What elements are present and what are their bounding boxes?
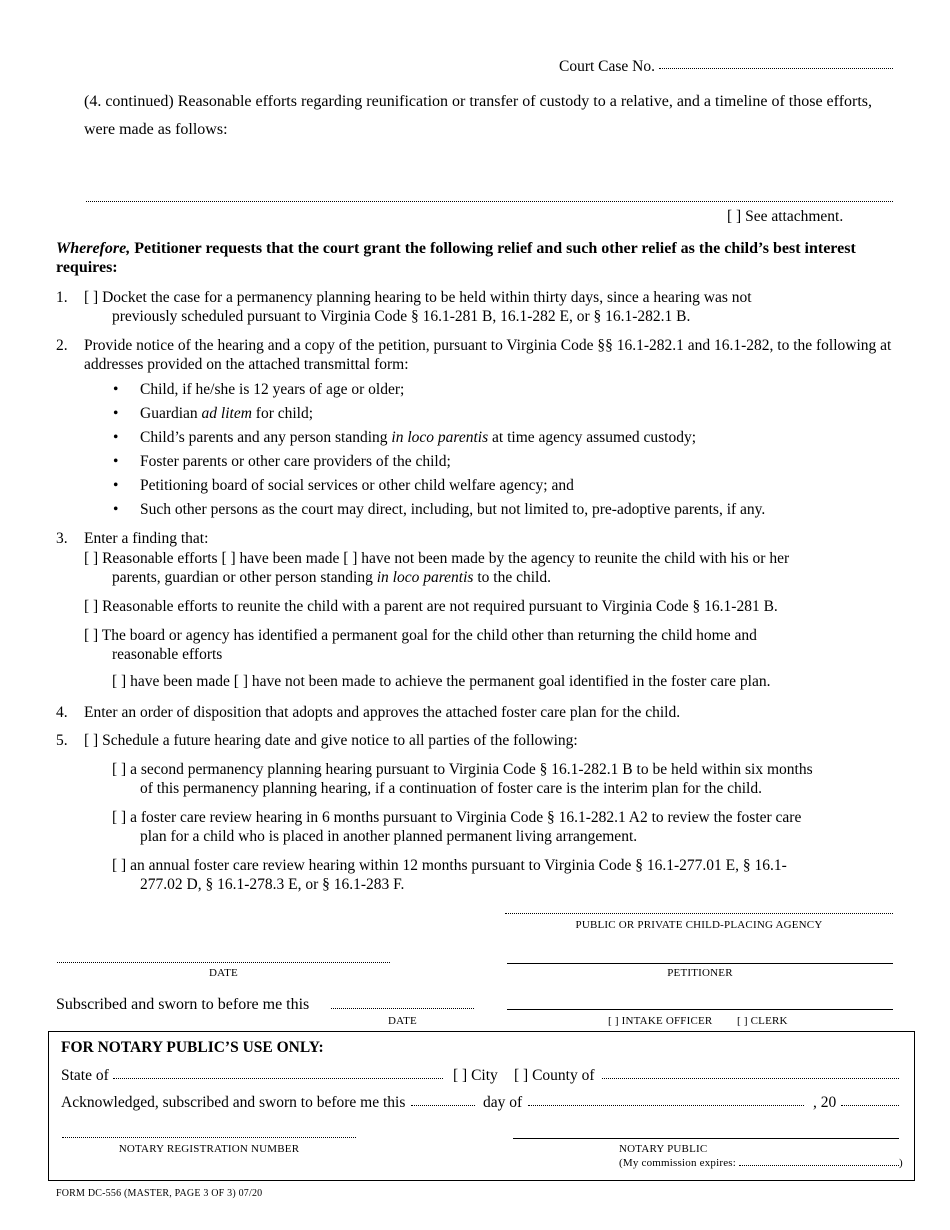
- item-4-number: 4.: [56, 704, 68, 721]
- notary-acknowledged-text: Acknowledged, subscribed and sworn to before me this: [61, 1094, 406, 1111]
- efforts-answer-field[interactable]: [86, 201, 893, 202]
- bullet-petitioning-board: • Petitioning board of social services or other child welfare agency; and: [113, 477, 574, 494]
- see-attachment-checkbox[interactable]: [ ] See attachment.: [727, 208, 844, 225]
- item-4-text: Enter an order of disposition that adopts and approves the attached foster care plan for the child.: [84, 704, 681, 721]
- item-2-text: Provide notice of the hearing and a copy of the petition, pursuant to Virginia Code §§ 16.1-282.1 and 16.1-282, to the following at addresses provided on the attached transmittal form:: [84, 337, 892, 373]
- notary-commission-field[interactable]: [739, 1165, 899, 1166]
- bullet-other-persons: • Such other persons as the court may direct, including, but not limited to, pre-adoptive parents, if any.: [113, 501, 766, 518]
- notary-day-of-label: day of: [483, 1094, 523, 1111]
- subscribed-date-field[interactable]: [331, 1008, 474, 1009]
- notary-registration-field[interactable]: [62, 1137, 356, 1138]
- notary-month-field[interactable]: [528, 1105, 804, 1106]
- finding-reasonable-efforts-checkbox[interactable]: [ ] Reasonable efforts [ ] have been made [ ] have not been made by the agency to reunite the child with his or her: [84, 550, 790, 567]
- finding-reasonable-efforts-line2: parents, guardian or other person standing in loco parentis to the child.: [112, 569, 551, 586]
- date-label-2: DATE: [388, 1015, 417, 1027]
- item-1-line1[interactable]: [ ] Docket the case for a permanency planning hearing to be held within thirty days, since a hearing was not: [84, 289, 752, 306]
- notary-public-label: NOTARY PUBLIC: [619, 1143, 708, 1155]
- agency-signature-field[interactable]: [505, 913, 893, 914]
- notary-year-field[interactable]: [841, 1105, 899, 1106]
- date-label: DATE: [209, 967, 238, 979]
- finding-not-required-checkbox[interactable]: [ ] Reasonable efforts to reunite the child with a parent are not required pursuant to Virginia Code § 16.1-281 B.: [84, 598, 778, 615]
- foster-care-review-6mo-checkbox[interactable]: [ ] a foster care review hearing in 6 months pursuant to Virginia Code § 16.1-282.1 A2 to review the foster care: [112, 809, 802, 826]
- notary-state-field[interactable]: [113, 1078, 443, 1079]
- notary-commission-close: ): [899, 1157, 903, 1169]
- notary-state-label: State of: [61, 1067, 109, 1084]
- item-1-line2: previously scheduled pursuant to Virginia Code § 16.1-281 B, 16.1-282 E, or § 16.1-282.1 B.: [112, 308, 691, 325]
- bullet-guardian: • Guardian ad litem for child;: [113, 405, 314, 422]
- item-5-number: 5.: [56, 732, 68, 749]
- annual-review-checkbox[interactable]: [ ] an annual foster care review hearing within 12 months pursuant to Virginia Code § 16.1-277.01 E, § 16.1-: [112, 857, 787, 874]
- petitioner-signature-field[interactable]: [507, 963, 893, 964]
- wherefore-lead: Wherefore,: [56, 240, 131, 257]
- item-1-number: 1.: [56, 289, 68, 306]
- intake-clerk-signature-field[interactable]: [507, 1009, 893, 1010]
- notary-registration-label: NOTARY REGISTRATION NUMBER: [118, 1143, 300, 1155]
- item-3-lead: Enter a finding that:: [84, 530, 209, 547]
- court-case-number-field[interactable]: [659, 68, 893, 69]
- wherefore-text: Petitioner requests that the court grant the following relief and such other relief as the child’s best interest requires:: [56, 240, 856, 276]
- subscribed-text: Subscribed and sworn to before me this: [56, 996, 310, 1013]
- petitioner-label: PETITIONER: [667, 967, 733, 979]
- item-3-number: 3.: [56, 530, 68, 547]
- second-permanency-hearing-checkbox[interactable]: [ ] a second permanency planning hearing pursuant to Virginia Code § 16.1-282.1 B to be held within six months: [112, 761, 813, 778]
- item-2-number: 2.: [56, 337, 68, 354]
- notary-signature-field[interactable]: [513, 1138, 899, 1139]
- bullet-foster-parents: • Foster parents or other care providers of the child;: [113, 453, 451, 470]
- intake-officer-checkbox[interactable]: [ ] INTAKE OFFICER: [608, 1015, 713, 1027]
- bullet-parents: • Child’s parents and any person standing in loco parentis at time agency assumed custody;: [113, 429, 697, 446]
- date-field[interactable]: [57, 962, 390, 963]
- finding-permanent-goal-line2: reasonable efforts: [112, 646, 223, 663]
- permanent-goal-efforts-checkboxes[interactable]: [ ] have been made [ ] have not been made to achieve the permanent goal identified in the foster care plan.: [112, 673, 771, 690]
- notary-city-checkbox[interactable]: [ ] City: [453, 1067, 498, 1084]
- clerk-checkbox[interactable]: [ ] CLERK: [737, 1015, 788, 1027]
- wherefore-paragraph: [56, 239, 896, 277]
- second-permanency-hearing-line2: of this permanency planning hearing, if a continuation of foster care is the interim plan for the child.: [140, 780, 762, 797]
- notary-title: FOR NOTARY PUBLIC’S USE ONLY:: [61, 1039, 324, 1056]
- form-id: FORM DC-556 (MASTER, PAGE 3 OF 3) 07/20: [56, 1188, 263, 1199]
- continued-paragraph: (4. continued) Reasonable efforts regarding reunification or transfer of custody to a relative, and a timeline of those efforts, were made as follows:: [84, 93, 873, 138]
- finding-permanent-goal-checkbox[interactable]: [ ] The board or agency has identified a permanent goal for the child other than returning the child home and: [84, 627, 757, 644]
- annual-review-line2: 277.02 D, § 16.1-278.3 E, or § 16.1-283 F.: [140, 876, 405, 893]
- foster-care-review-6mo-line2: plan for a child who is placed in another planned permanent living arrangement.: [140, 828, 638, 845]
- notary-county-checkbox[interactable]: [ ] County of: [514, 1067, 595, 1084]
- agency-label: PUBLIC OR PRIVATE CHILD-PLACING AGENCY: [575, 919, 823, 931]
- schedule-hearing-checkbox[interactable]: [ ] Schedule a future hearing date and give notice to all parties of the following:: [84, 732, 578, 749]
- notary-commission-label: (My commission expires:: [619, 1157, 737, 1169]
- notary-commission-line: [619, 1157, 903, 1170]
- court-case-label: Court Case No.: [559, 58, 656, 75]
- notary-year-label: , 20: [813, 1094, 837, 1111]
- notary-county-field[interactable]: [602, 1078, 899, 1079]
- notary-day-field[interactable]: [411, 1105, 475, 1106]
- bullet-child: • Child, if he/she is 12 years of age or older;: [113, 381, 405, 398]
